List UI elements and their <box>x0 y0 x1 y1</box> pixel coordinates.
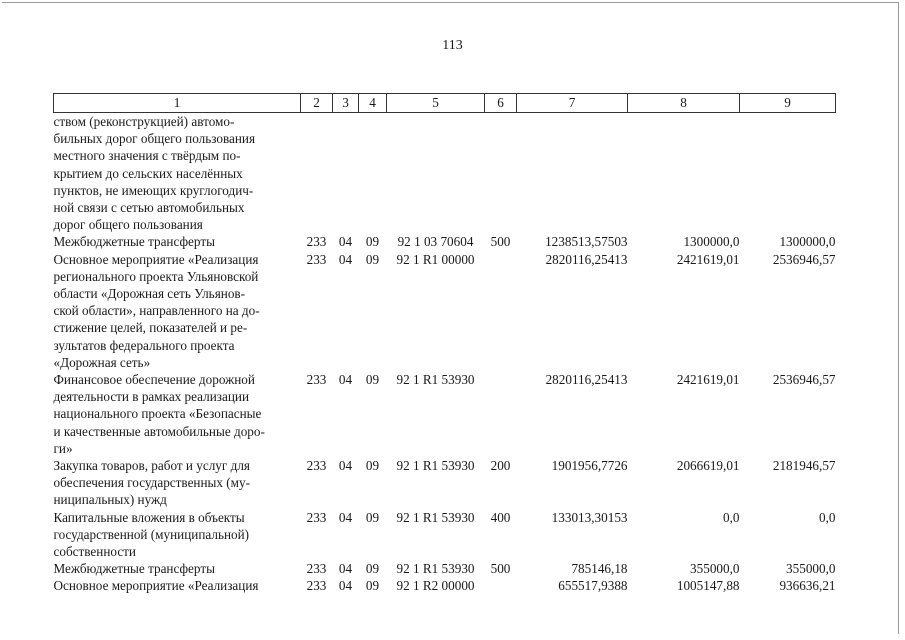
column-header-6: 6 <box>485 94 517 113</box>
column-header-3: 3 <box>333 94 359 113</box>
code-section <box>333 113 359 234</box>
amount-col-8: 355000,0 <box>690 561 740 577</box>
description-line: ством (реконструкцией) автомо- <box>53 114 235 129</box>
amount-col-7: 1901956,7726 <box>551 458 628 474</box>
code-target-article: 92 1 R1 53930 <box>396 458 475 474</box>
amount-col-9: 355000,0 <box>786 561 836 577</box>
amount-col-9: 936636,21 <box>779 578 836 594</box>
code-ministry: 233 <box>306 234 327 250</box>
description-line: местного значения с твёрдым по- <box>53 148 241 164</box>
amount-col-7 <box>517 113 628 234</box>
description-line: крытием до сельских населённых <box>53 165 243 181</box>
code-section: 04 <box>338 372 353 388</box>
code-target-article: 92 1 R2 00000 <box>396 578 475 594</box>
code-target-article: 92 1 R1 53930 <box>396 509 475 525</box>
code-target-article: 92 1 R1 00000 <box>396 251 475 267</box>
description-line: деятельности в рамках реализации <box>53 389 250 405</box>
row-description <box>54 509 301 561</box>
code-ministry: 233 <box>306 458 327 474</box>
column-header-8: 8 <box>628 94 740 113</box>
code-ministry: 233 <box>306 578 327 594</box>
table-row <box>54 509 836 561</box>
code-subsection: 09 <box>365 251 380 267</box>
description-line: Межбюджетные трансферты <box>53 234 215 250</box>
description-line: области «Дорожная сеть Ульянов- <box>53 286 246 302</box>
table-row <box>54 457 836 509</box>
code-subsection: 09 <box>365 578 380 594</box>
budget-table <box>53 93 836 595</box>
column-header-2: 2 <box>301 94 333 113</box>
amount-col-8: 0,0 <box>723 509 740 525</box>
code-section: 04 <box>338 561 353 577</box>
description-line: Финансовое обеспечение дорожной <box>53 372 255 388</box>
description-line: Капитальные вложения в объекты <box>53 509 245 525</box>
code-expense-type <box>485 113 517 234</box>
code-target-article: 92 1 R1 53930 <box>396 561 475 577</box>
code-subsection <box>359 113 387 234</box>
code-ministry: 233 <box>306 509 327 525</box>
code-expense-type: 400 <box>490 509 511 525</box>
table-row <box>54 113 836 234</box>
code-subsection: 09 <box>365 372 380 388</box>
table-row <box>54 560 836 577</box>
amount-col-7: 655517,9388 <box>558 578 628 594</box>
amount-col-8: 1300000,0 <box>683 234 740 250</box>
description-line: и качественные автомобильные доро- <box>53 423 265 439</box>
amount-col-7: 2820116,25413 <box>545 372 628 388</box>
code-target-article: 92 1 R1 53930 <box>396 372 475 388</box>
code-expense-type: 500 <box>490 234 511 250</box>
table-row <box>54 371 836 457</box>
description-line: «Дорожная сеть» <box>53 354 151 370</box>
description-line: национального проекта «Безопасные <box>53 406 262 422</box>
code-section: 04 <box>338 578 353 594</box>
code-ministry: 233 <box>306 251 327 267</box>
amount-col-7: 785146,18 <box>571 561 628 577</box>
code-section: 04 <box>338 234 353 250</box>
row-description <box>54 113 301 234</box>
description-line: ниципальных) нужд <box>53 492 167 508</box>
description-line: бильных дорог общего пользования <box>53 131 256 147</box>
row-description <box>54 457 301 509</box>
amount-col-8: 2421619,01 <box>676 251 740 267</box>
amount-col-8: 2421619,01 <box>676 372 740 388</box>
code-expense-type <box>485 251 517 371</box>
amount-col-7: 133013,30153 <box>551 509 628 525</box>
page-number: 113 <box>442 38 463 53</box>
code-ministry <box>301 113 333 234</box>
code-expense-type: 200 <box>490 458 511 474</box>
code-target-article <box>387 113 485 234</box>
description-line: Основное мероприятие «Реализация <box>53 251 259 267</box>
row-description <box>54 560 301 577</box>
row-description <box>54 577 301 594</box>
description-line: зультатов федерального проекта <box>53 337 235 353</box>
code-ministry: 233 <box>306 561 327 577</box>
description-line: государственной (муниципальной) <box>53 526 250 542</box>
code-section: 04 <box>338 509 353 525</box>
code-expense-type <box>485 577 517 594</box>
code-ministry: 233 <box>306 372 327 388</box>
description-line: ги» <box>53 440 73 456</box>
code-subsection: 09 <box>365 509 380 525</box>
amount-col-9: 2536946,57 <box>772 372 836 388</box>
table-row <box>54 251 836 371</box>
amount-col-8: 2066619,01 <box>676 458 740 474</box>
header-row <box>54 94 836 113</box>
description-line: дорог общего пользования <box>53 217 203 233</box>
amount-col-9 <box>740 113 836 234</box>
column-header-4: 4 <box>359 94 387 113</box>
row-description <box>54 371 301 457</box>
table-row <box>54 577 836 594</box>
description-line: собственности <box>53 544 136 560</box>
table-body <box>54 113 836 595</box>
description-line: пунктов, не имеющих круглогодич- <box>53 182 254 198</box>
description-line: обеспечения государственных (му- <box>53 475 251 491</box>
description-line: регионального проекта Ульяновской <box>53 268 259 284</box>
row-description <box>54 251 301 371</box>
description-line: Закупка товаров, работ и услуг для <box>53 458 250 474</box>
code-subsection: 09 <box>365 234 380 250</box>
code-subsection: 09 <box>365 561 380 577</box>
description-line: стижение целей, показателей и ре- <box>53 320 248 336</box>
description-line: Основное мероприятие «Реализация <box>53 578 259 594</box>
amount-col-9: 0,0 <box>819 509 836 525</box>
description-line: Межбюджетные трансферты <box>53 561 215 577</box>
amount-col-9: 2181946,57 <box>772 458 836 474</box>
column-header-7: 7 <box>517 94 628 113</box>
code-expense-type: 500 <box>490 561 511 577</box>
description-line: ской области», направленного на до- <box>53 303 260 319</box>
column-header-9: 9 <box>740 94 836 113</box>
column-header-5: 5 <box>387 94 485 113</box>
code-section: 04 <box>338 458 353 474</box>
amount-col-9: 2536946,57 <box>772 251 836 267</box>
code-section: 04 <box>338 251 353 267</box>
amount-col-9: 1300000,0 <box>779 234 836 250</box>
row-description <box>54 233 301 250</box>
code-subsection: 09 <box>365 458 380 474</box>
amount-col-8: 1005147,88 <box>676 578 740 594</box>
table-row <box>54 233 836 250</box>
amount-col-7: 1238513,57503 <box>545 234 628 250</box>
description-line: ной связи с сетью автомобильных <box>53 200 245 216</box>
column-header-1: 1 <box>54 94 301 113</box>
code-expense-type <box>485 371 517 457</box>
amount-col-7: 2820116,25413 <box>545 251 628 267</box>
amount-col-8 <box>628 113 740 234</box>
code-target-article: 92 1 03 70604 <box>397 234 474 250</box>
